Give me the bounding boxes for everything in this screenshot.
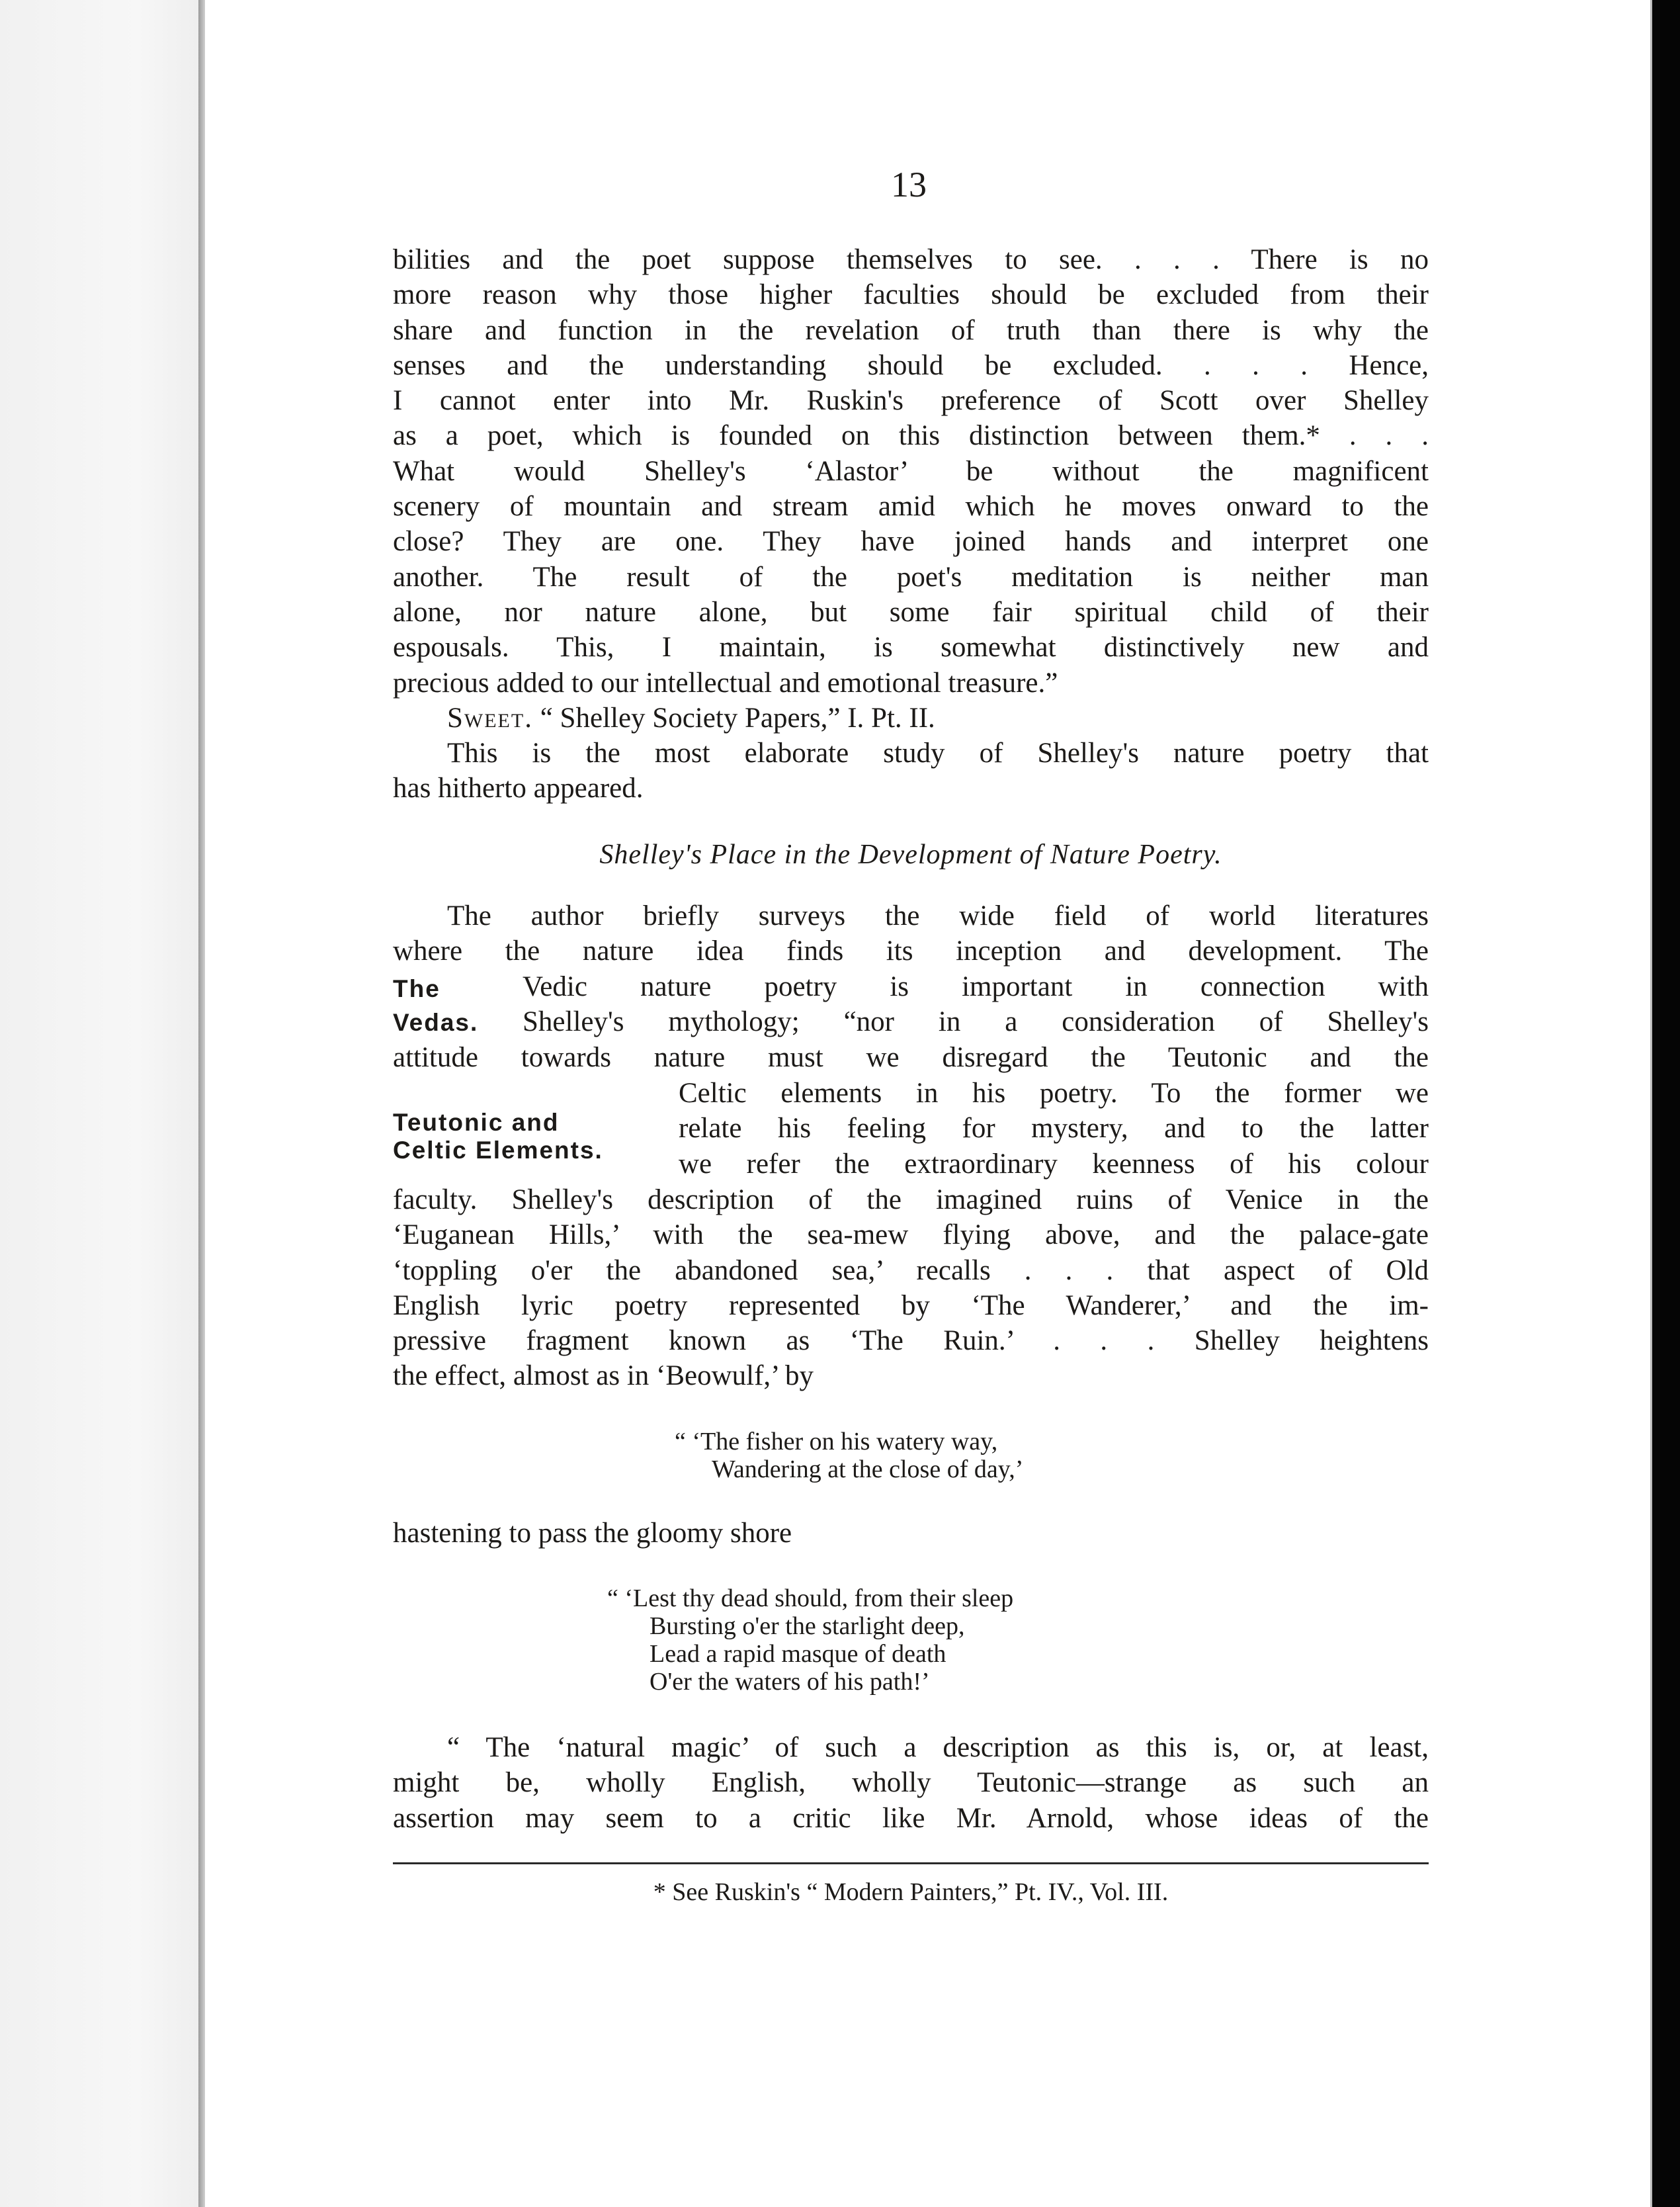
verse-fisher: [675, 1428, 1023, 1483]
text-line: alone, nor nature alone, but some fair spiritual child of their: [393, 596, 1429, 628]
page-number: 13: [891, 165, 927, 204]
verse-line: Bursting o'er the starlight deep,: [650, 1612, 965, 1640]
text-line: Celtic elements in his poetry. To the former we: [679, 1078, 1429, 1109]
text-line: share and function in the revelation of truth than there is why the: [393, 314, 1429, 346]
text-line: attitude towards nature must we disregard the Teutonic and the: [393, 1042, 1429, 1073]
text-line: another. The result of the poet's meditation is neither man: [393, 561, 1429, 593]
text-line: senses and the understanding should be excluded. . . . Hence,: [393, 349, 1429, 381]
verse-line: “ ‘Lest thy dead should, from their sleep: [607, 1584, 1014, 1612]
verse-line: Wandering at the close of day,’: [712, 1455, 1024, 1483]
verse-line: O'er the waters of his path!’: [650, 1668, 930, 1696]
text-line: What would Shelley's ‘Alastor’ be without the magnificent: [393, 455, 1429, 487]
text-line: we refer the extraordinary keenness of his colour: [679, 1148, 1429, 1180]
text-line: espousals. This, I maintain, is somewhat distinctively new and: [393, 632, 1429, 664]
text-line: ‘Euganean Hills,’ with the sea-mew flying above, and the palace-gate: [393, 1219, 1429, 1251]
text-line: The author briefly surveys the wide field of world literatures: [447, 900, 1429, 931]
text-line: Vedic nature poetry is important in connection with: [523, 971, 1429, 1002]
text-line: might be, wholly English, wholly Teutonic—strange as such an: [393, 1767, 1429, 1799]
verse-lest: [607, 1584, 1013, 1696]
text-line: precious added to our intellectual and emotional treasure.”: [393, 667, 1058, 699]
text-line: close? They are one. They have joined hands and interpret one: [393, 526, 1429, 558]
left-page-edge: [0, 0, 198, 2207]
paragraph-natural-magic: [393, 1730, 1429, 1836]
teutonic-text: [679, 1076, 1429, 1182]
citation: [393, 701, 1429, 736]
page-gutter: [198, 0, 205, 2207]
text-line: “ The ‘natural magic’ of such a description as this is, or, at least,: [447, 1732, 1429, 1763]
text-line: bilities and the poet suppose themselves to see. . . . There is no: [393, 244, 1429, 275]
paragraph-attitude: [393, 1040, 1429, 1075]
text-line: where the nature idea finds its inception and development. The: [393, 935, 1429, 967]
sidenote-vedas-line1: The: [393, 975, 441, 1002]
text-line: English lyric poetry represented by ‘The Wanderer,’ and the im-: [393, 1289, 1429, 1321]
section-heading: Shelley's Place in the Development of Nature Poetry.: [599, 840, 1222, 870]
text-line: scenery of mountain and stream amid which he moves onward to the: [393, 491, 1429, 523]
paragraph-quotation: [393, 242, 1429, 806]
verse-line: Lead a rapid masque of death: [650, 1640, 946, 1668]
citation-author: Sweet.: [447, 702, 533, 734]
sidenote-teutonic-line1: Teutonic and: [393, 1109, 560, 1136]
citation-work: “ Shelley Society Papers,” I. Pt. II.: [540, 702, 935, 734]
paragraph-survey-intro: [393, 898, 1429, 969]
text-line: has hitherto appeared.: [393, 773, 644, 804]
text-line: as a poet, which is founded on this distinction between them.* . . .: [393, 420, 1429, 452]
sidenote-vedas-line2: Vedas.: [393, 1009, 479, 1036]
paragraph-venice: [393, 1182, 1429, 1394]
text-line: This is the most elaborate study of Shelley's nature poetry that: [447, 738, 1429, 769]
sidenote-teutonic-line2: Celtic Elements.: [393, 1137, 603, 1164]
vedas-text-2: [523, 1004, 1429, 1039]
text-line: Shelley's mythology; “nor in a consideration of Shelley's: [523, 1006, 1429, 1037]
text-line: faculty. Shelley's description of the imagined ruins of Venice in the: [393, 1184, 1429, 1215]
text-line: more reason why those higher faculties should be excluded from their: [393, 279, 1429, 311]
text-line: pressive fragment known as ‘The Ruin.’ . . . Shelley heightens: [393, 1325, 1429, 1357]
text-line: I cannot enter into Mr. Ruskin's preference of Scott over Shelley: [393, 385, 1429, 417]
verse-line: “ ‘The fisher on his watery way,: [675, 1428, 998, 1455]
text-line: relate his feeling for mystery, and to the latter: [679, 1113, 1429, 1145]
text-line: assertion may seem to a critic like Mr. Arnold, whose ideas of the: [393, 1802, 1429, 1834]
footnote: * See Ruskin's “ Modern Painters,” Pt. IV., Vol. III.: [653, 1878, 1169, 1906]
vedas-text: [523, 969, 1429, 1004]
text-line: the effect, almost as in ‘Beowulf,’ by: [393, 1360, 814, 1392]
scan-border: [1652, 0, 1680, 2207]
text-line: hastening to pass the gloomy shore: [393, 1518, 792, 1549]
footnote-divider: [393, 1862, 1429, 1864]
text-line: ‘toppling o'er the abandoned sea,’ recalls . . . that aspect of Old: [393, 1254, 1429, 1286]
